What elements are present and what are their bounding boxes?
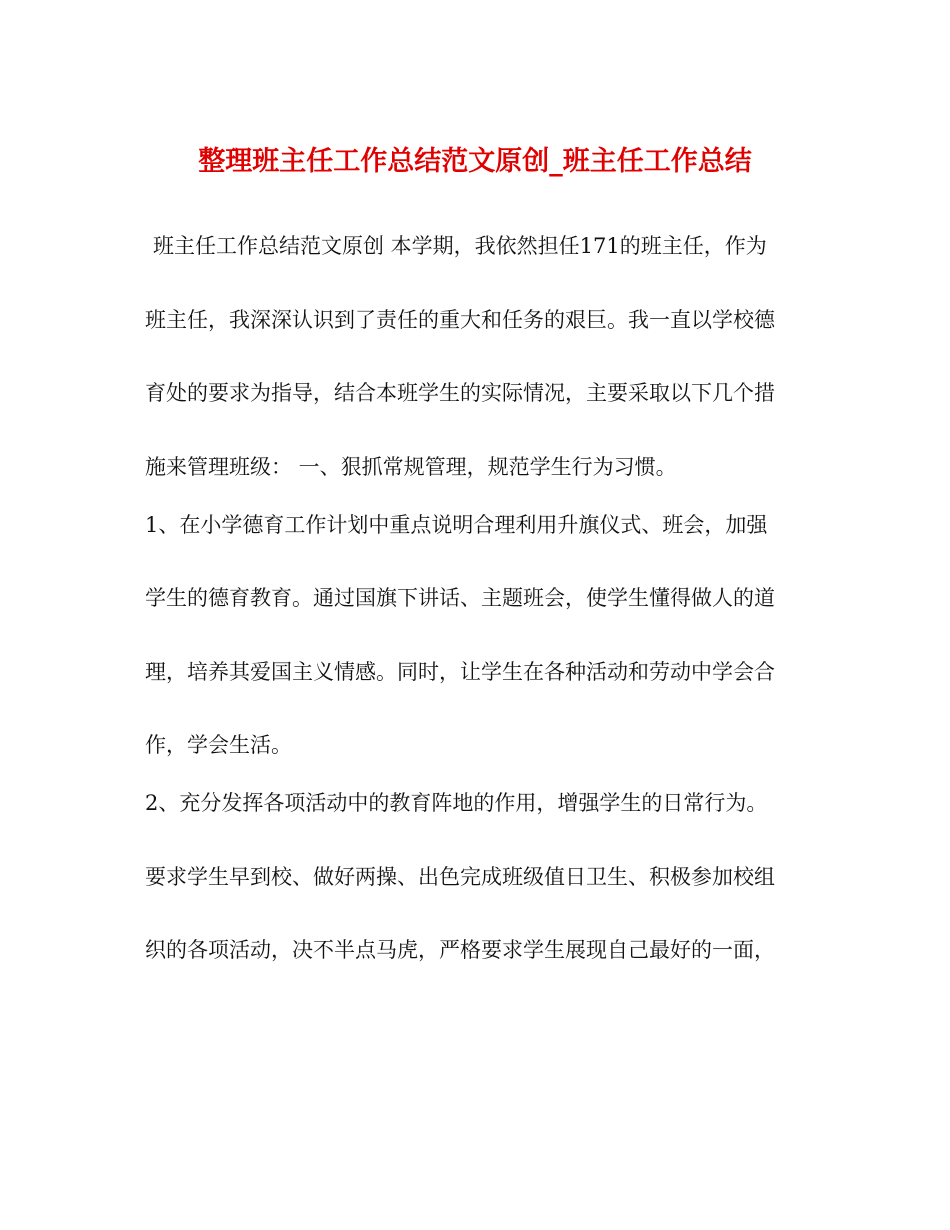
body-line: 要求学生早到校、做好两操、出色完成班级值日卫生、积极参加校组 — [145, 865, 775, 889]
body-line: 理，培养其爱国主义情感。同时，让学生在各种活动和劳动中学会合 — [145, 660, 775, 684]
body-line: 班主任工作总结范文原创 本学期，我依然担任171的班主任，作为 — [153, 234, 767, 258]
body-line: 作，学会生活。 — [145, 733, 292, 757]
body-line: 织的各项活动，决不半点马虎，严格要求学生展现自己最好的一面， — [145, 938, 775, 962]
body-line: 学生的德育教育。通过国旗下讲话、主题班会，使学生懂得做人的道 — [145, 586, 775, 610]
document-title: 整理班主任工作总结范文原创_班主任工作总结 — [198, 146, 752, 177]
body-line: 施来管理班级： 一、狠抓常规管理，规范学生行为习惯。 — [145, 455, 677, 479]
body-line: 育处的要求为指导，结合本班学生的实际情况，主要采取以下几个措 — [145, 381, 775, 405]
body-line: 班主任，我深深认识到了责任的重大和任务的艰巨。我一直以学校德 — [145, 308, 775, 332]
body-line: 1、在小学德育工作计划中重点说明合理利用升旗仪式、班会，加强 — [145, 513, 768, 537]
body-line: 2、充分发挥各项活动中的教育阵地的作用，增强学生的日常行为。 — [145, 791, 768, 815]
